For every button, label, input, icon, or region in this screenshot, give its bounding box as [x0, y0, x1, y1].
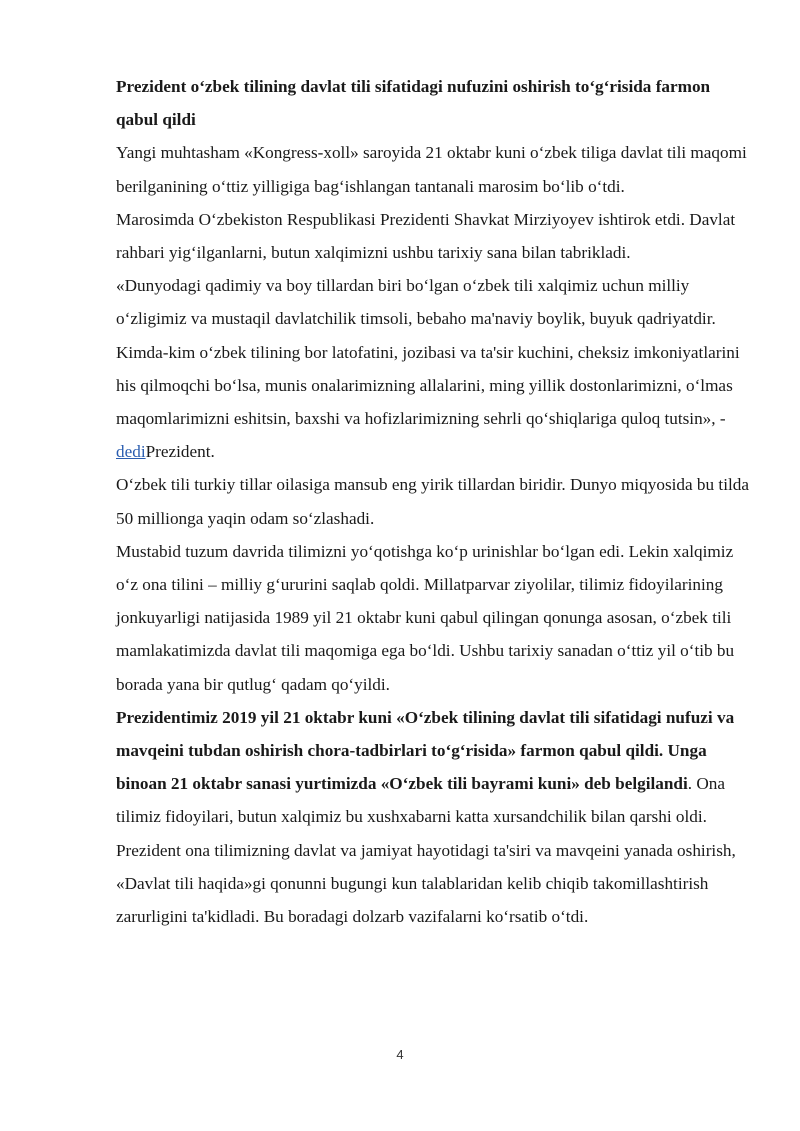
decree-tail-text: . Ona tilimiz fidoyilari, butun xalqimiz bu xushxabarni katta xursandchilik bilan qarshi oldi.: [116, 774, 725, 827]
decree-bold-text: Prezidentimiz 2019 yil 21 oktabr kuni «O‘zbek tilining davlat tili sifatidagi nufuzi va mavqeini tubdan oshirish chora-tadbirlari to‘g‘risida» farmon qabul qildi. Unga binoan 21 oktabr sanasi yurtimizda «O‘zbek tili bayrami kuni» deb belgilandi: [116, 707, 735, 794]
quote-tail: Prezident.: [145, 442, 215, 462]
paragraph-ceremony: Yangi muhtasham «Kongress-xoll» saroyida 21 oktabr kuni o‘zbek tiliga davlat tili maqomi berilganining o‘ttiz yilligiga bag‘ishlangan tantanali marosim bo‘lib o‘tdi.: [116, 143, 747, 196]
quote-text: «Dunyodagi qadimiy va boy tillardan biri bo‘lgan o‘zbek tili xalqimiz uchun milliy o‘zligimiz va mustaqil davlatchilik timsoli, bebaho ma'naviy boylik, buyuk qadriyatdir. Kimda-kim o‘zbek tilining bor latofatini, jozibasi va ta'sir kuchini, cheksiz imkoniyatlarini his qilmoqchi bo‘lsa, munis onalarimizning allalarini, ming yillik dostonlarimizni, o‘lmas maqomlarimizni eshitsin, baxshi va hofizlarimizning sehrli qo‘shiqlariga quloq tutsin», -: [116, 276, 740, 429]
paragraph-history: Mustabid tuzum davrida tilimizni yo‘qotishga ko‘p urinishlar bo‘lgan edi. Lekin xalqimiz o‘z ona tilini – milliy g‘ururini saqlab qoldi. Millatparvar ziyolilar, tilimiz fidoyilarining jonkuyarligi natijasida 1989 yil 21 oktabr kuni qabul qilingan qonunga asosan, o‘zbek tili mamlakatimizda davlat tili maqomiga ega bo‘ldi. Ushbu tarixiy sanadan o‘ttiz yil o‘tib bu borada yana bir qutlug‘ qadam qo‘yildi.: [116, 541, 735, 694]
document-body: [116, 70, 750, 933]
paragraph-decree: [116, 701, 750, 834]
page-number: 4: [396, 1047, 404, 1062]
paragraph-turkic-languages: O‘zbek tili turkiy tillar oilasiga mansub eng yirik tillardan biridir. Dunyo miqyosida bu tilda 50 millionga yaqin odam so‘zlashadi.: [116, 475, 749, 528]
dedi-link[interactable]: dedi: [116, 442, 146, 462]
paragraph-quote: [116, 269, 750, 468]
paragraph-president-attended: Marosimda O‘zbekiston Respublikasi Prezidenti Shavkat Mirziyoyev ishtirok etdi. Davlat rahbari yig‘ilganlarni, butun xalqimizni ushbu tarixiy sana bilan tabrikladi.: [116, 209, 736, 263]
article-title: Prezident o‘zbek tilining davlat tili sifatidagi nufuzini oshirish to‘g‘risida farmon qabul qildi: [116, 77, 711, 130]
paragraph-tasks: Prezident ona tilimizning davlat va jamiyat hayotidagi ta'siri va mavqeini yanada oshirish, «Davlat tili haqida»gi qonunni bugungi kun talablaridan kelib chiqib takomillashtirish zarurligini ta'kidladi. Bu boradagi dolzarb vazifalarni ko‘rsatib o‘tdi.: [116, 840, 736, 927]
